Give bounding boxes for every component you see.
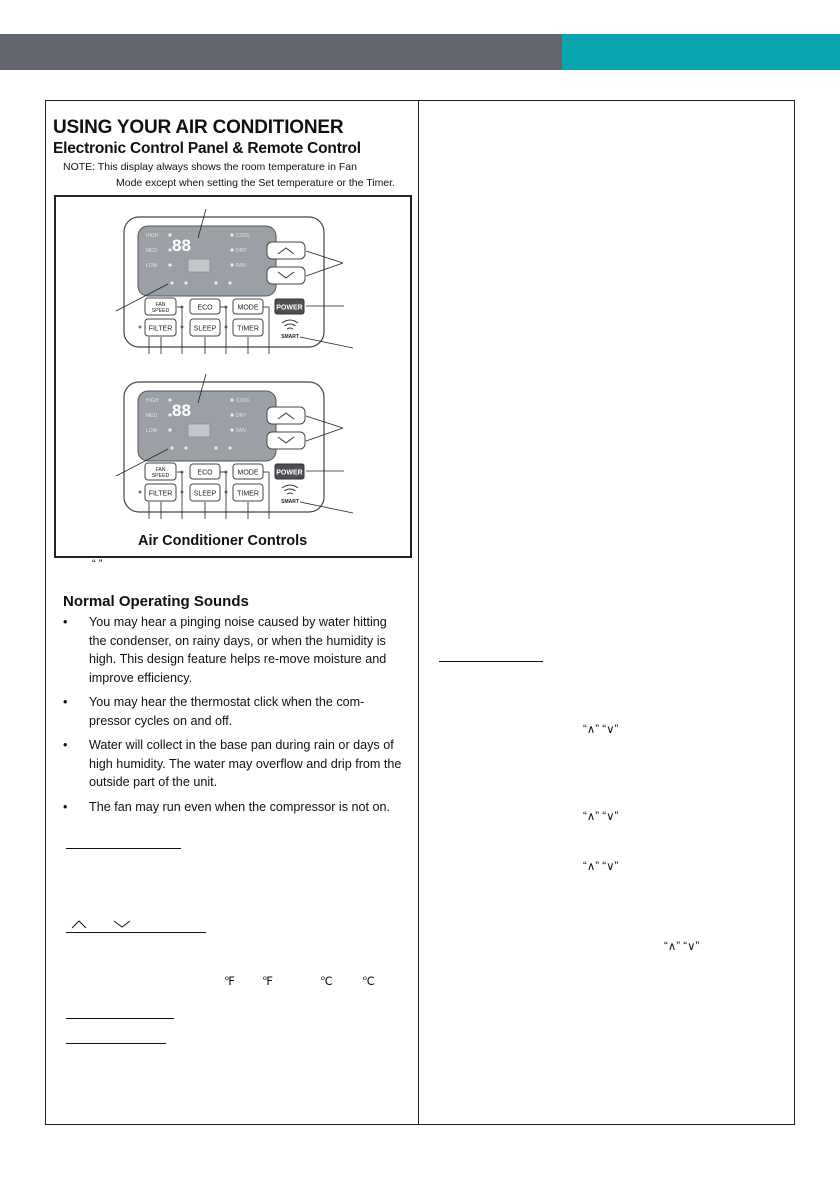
- indicator-led: [228, 446, 231, 449]
- temp-down-button[interactable]: [267, 267, 305, 284]
- timer-label: TIMER: [237, 490, 259, 498]
- temp-up-button[interactable]: [267, 407, 305, 424]
- fan-speed-label-1: FAN: [155, 467, 166, 473]
- indicator-led: [184, 446, 187, 449]
- mode-label-fan: FAN: [236, 428, 246, 434]
- display-segment-icon: [188, 424, 210, 437]
- column-divider: [418, 100, 419, 1125]
- fahrenheit-symbol: ℉: [262, 976, 273, 988]
- mode-label-dry: DRY: [236, 413, 247, 419]
- indicator-led: [139, 491, 142, 494]
- page-title: USING YOUR AIR CONDITIONER: [53, 117, 344, 138]
- mode-label-cool: COOL: [236, 398, 251, 404]
- temp-down-button[interactable]: [267, 432, 305, 449]
- indicator-led: [230, 233, 233, 236]
- underline-rule: [66, 848, 181, 849]
- mode-label: MODE: [237, 304, 259, 312]
- fan-speed-label-2: SPEED: [151, 473, 170, 479]
- list-item: • Water will collect in the base pan during rain or days of high humidity. The water may overflow and drip from the outside part of the unit.: [63, 736, 403, 792]
- up-down-glyphs: [70, 918, 150, 930]
- mode-label-fan: FAN: [236, 263, 246, 269]
- control-panel-top: [116, 209, 353, 354]
- sleep-label: SLEEP: [193, 490, 217, 498]
- header-bar: [0, 34, 562, 70]
- chevron-down-icon: [114, 921, 130, 927]
- chevron-up-icon: [72, 921, 86, 928]
- celsius-symbol: ℃: [362, 976, 375, 988]
- indicator-led: [230, 428, 233, 431]
- underline-rule: [66, 1043, 166, 1044]
- display-digits: 88: [172, 401, 191, 420]
- sounds-section-title: Normal Operating Sounds: [63, 593, 249, 610]
- control-panel-diagram: [56, 197, 409, 555]
- indicator-led: [168, 428, 171, 431]
- figure-caption: Air Conditioner Controls: [138, 533, 308, 549]
- smart-label: SMART: [281, 334, 299, 340]
- underline-rule: [439, 661, 543, 662]
- power-label: POWER: [276, 469, 303, 477]
- speed-label-med: MED: [146, 248, 158, 254]
- filter-label: FILTER: [148, 325, 173, 333]
- temp-up-button[interactable]: [267, 242, 305, 259]
- indicator-led: [230, 248, 233, 251]
- filter-label: FILTER: [148, 490, 173, 498]
- indicator-led: [230, 398, 233, 401]
- list-item: • The fan may run even when the compressor is not on.: [63, 798, 403, 817]
- power-label: POWER: [276, 304, 303, 312]
- note-line-2: Mode except when setting the Set temperature or the Timer.: [116, 177, 395, 189]
- header-accent: [562, 34, 840, 70]
- indicator-led: [230, 263, 233, 266]
- control-panel-figure: [54, 195, 412, 558]
- control-panel-bottom: [116, 374, 353, 519]
- note-line-1: NOTE: This display always shows the room temperature in Fan: [63, 161, 357, 173]
- quote-marks: “ ”: [92, 558, 103, 570]
- indicator-led: [168, 398, 171, 401]
- mode-label: MODE: [237, 469, 259, 477]
- section-subtitle: Electronic Control Panel & Remote Control: [53, 140, 361, 157]
- fan-speed-label-1: FAN: [155, 302, 166, 308]
- indicator-led: [168, 413, 171, 416]
- list-item: • You may hear the thermostat click when the com-pressor cycles on and off.: [63, 693, 403, 730]
- up-down-quoted: “∧” “∨”: [583, 811, 619, 823]
- sleep-label: SLEEP: [193, 325, 217, 333]
- up-down-pair: “∧” “∨”: [664, 941, 700, 953]
- indicator-led: [170, 446, 173, 449]
- eco-label: ECO: [197, 304, 213, 312]
- underline-rule: [66, 1018, 174, 1019]
- smart-label: SMART: [281, 499, 299, 505]
- celsius-symbol: ℃: [320, 976, 333, 988]
- speed-label-low: LOW: [146, 428, 158, 434]
- indicator-led: [228, 281, 231, 284]
- underline-rule: [66, 932, 206, 933]
- speed-label-med: MED: [146, 413, 158, 419]
- fan-speed-label-2: SPEED: [151, 308, 170, 314]
- indicator-led: [168, 248, 171, 251]
- mode-label-cool: COOL: [236, 233, 251, 239]
- indicator-led: [139, 326, 142, 329]
- up-down-quoted: “∧” “∨”: [583, 861, 619, 873]
- fahrenheit-symbol: ℉: [224, 976, 235, 988]
- speed-label-high: HIGH: [146, 233, 159, 239]
- indicator-led: [184, 281, 187, 284]
- sounds-list: [63, 613, 403, 822]
- indicator-led: [230, 413, 233, 416]
- speed-label-low: LOW: [146, 263, 158, 269]
- indicator-led: [214, 446, 217, 449]
- mode-label-dry: DRY: [236, 248, 247, 254]
- eco-label: ECO: [197, 469, 213, 477]
- display-segment-icon: [188, 259, 210, 272]
- timer-label: TIMER: [237, 325, 259, 333]
- indicator-led: [168, 263, 171, 266]
- indicator-led: [168, 233, 171, 236]
- list-item: • You may hear a pinging noise caused by water hitting the condenser, on rainy days, or when the humidity is high. This design feature helps re-move moisture and improve efficiency.: [63, 613, 403, 687]
- speed-label-high: HIGH: [146, 398, 159, 404]
- indicator-led: [214, 281, 217, 284]
- indicator-led: [170, 281, 173, 284]
- display-digits: 88: [172, 236, 191, 255]
- up-down-quoted: “∧” “∨”: [583, 724, 619, 736]
